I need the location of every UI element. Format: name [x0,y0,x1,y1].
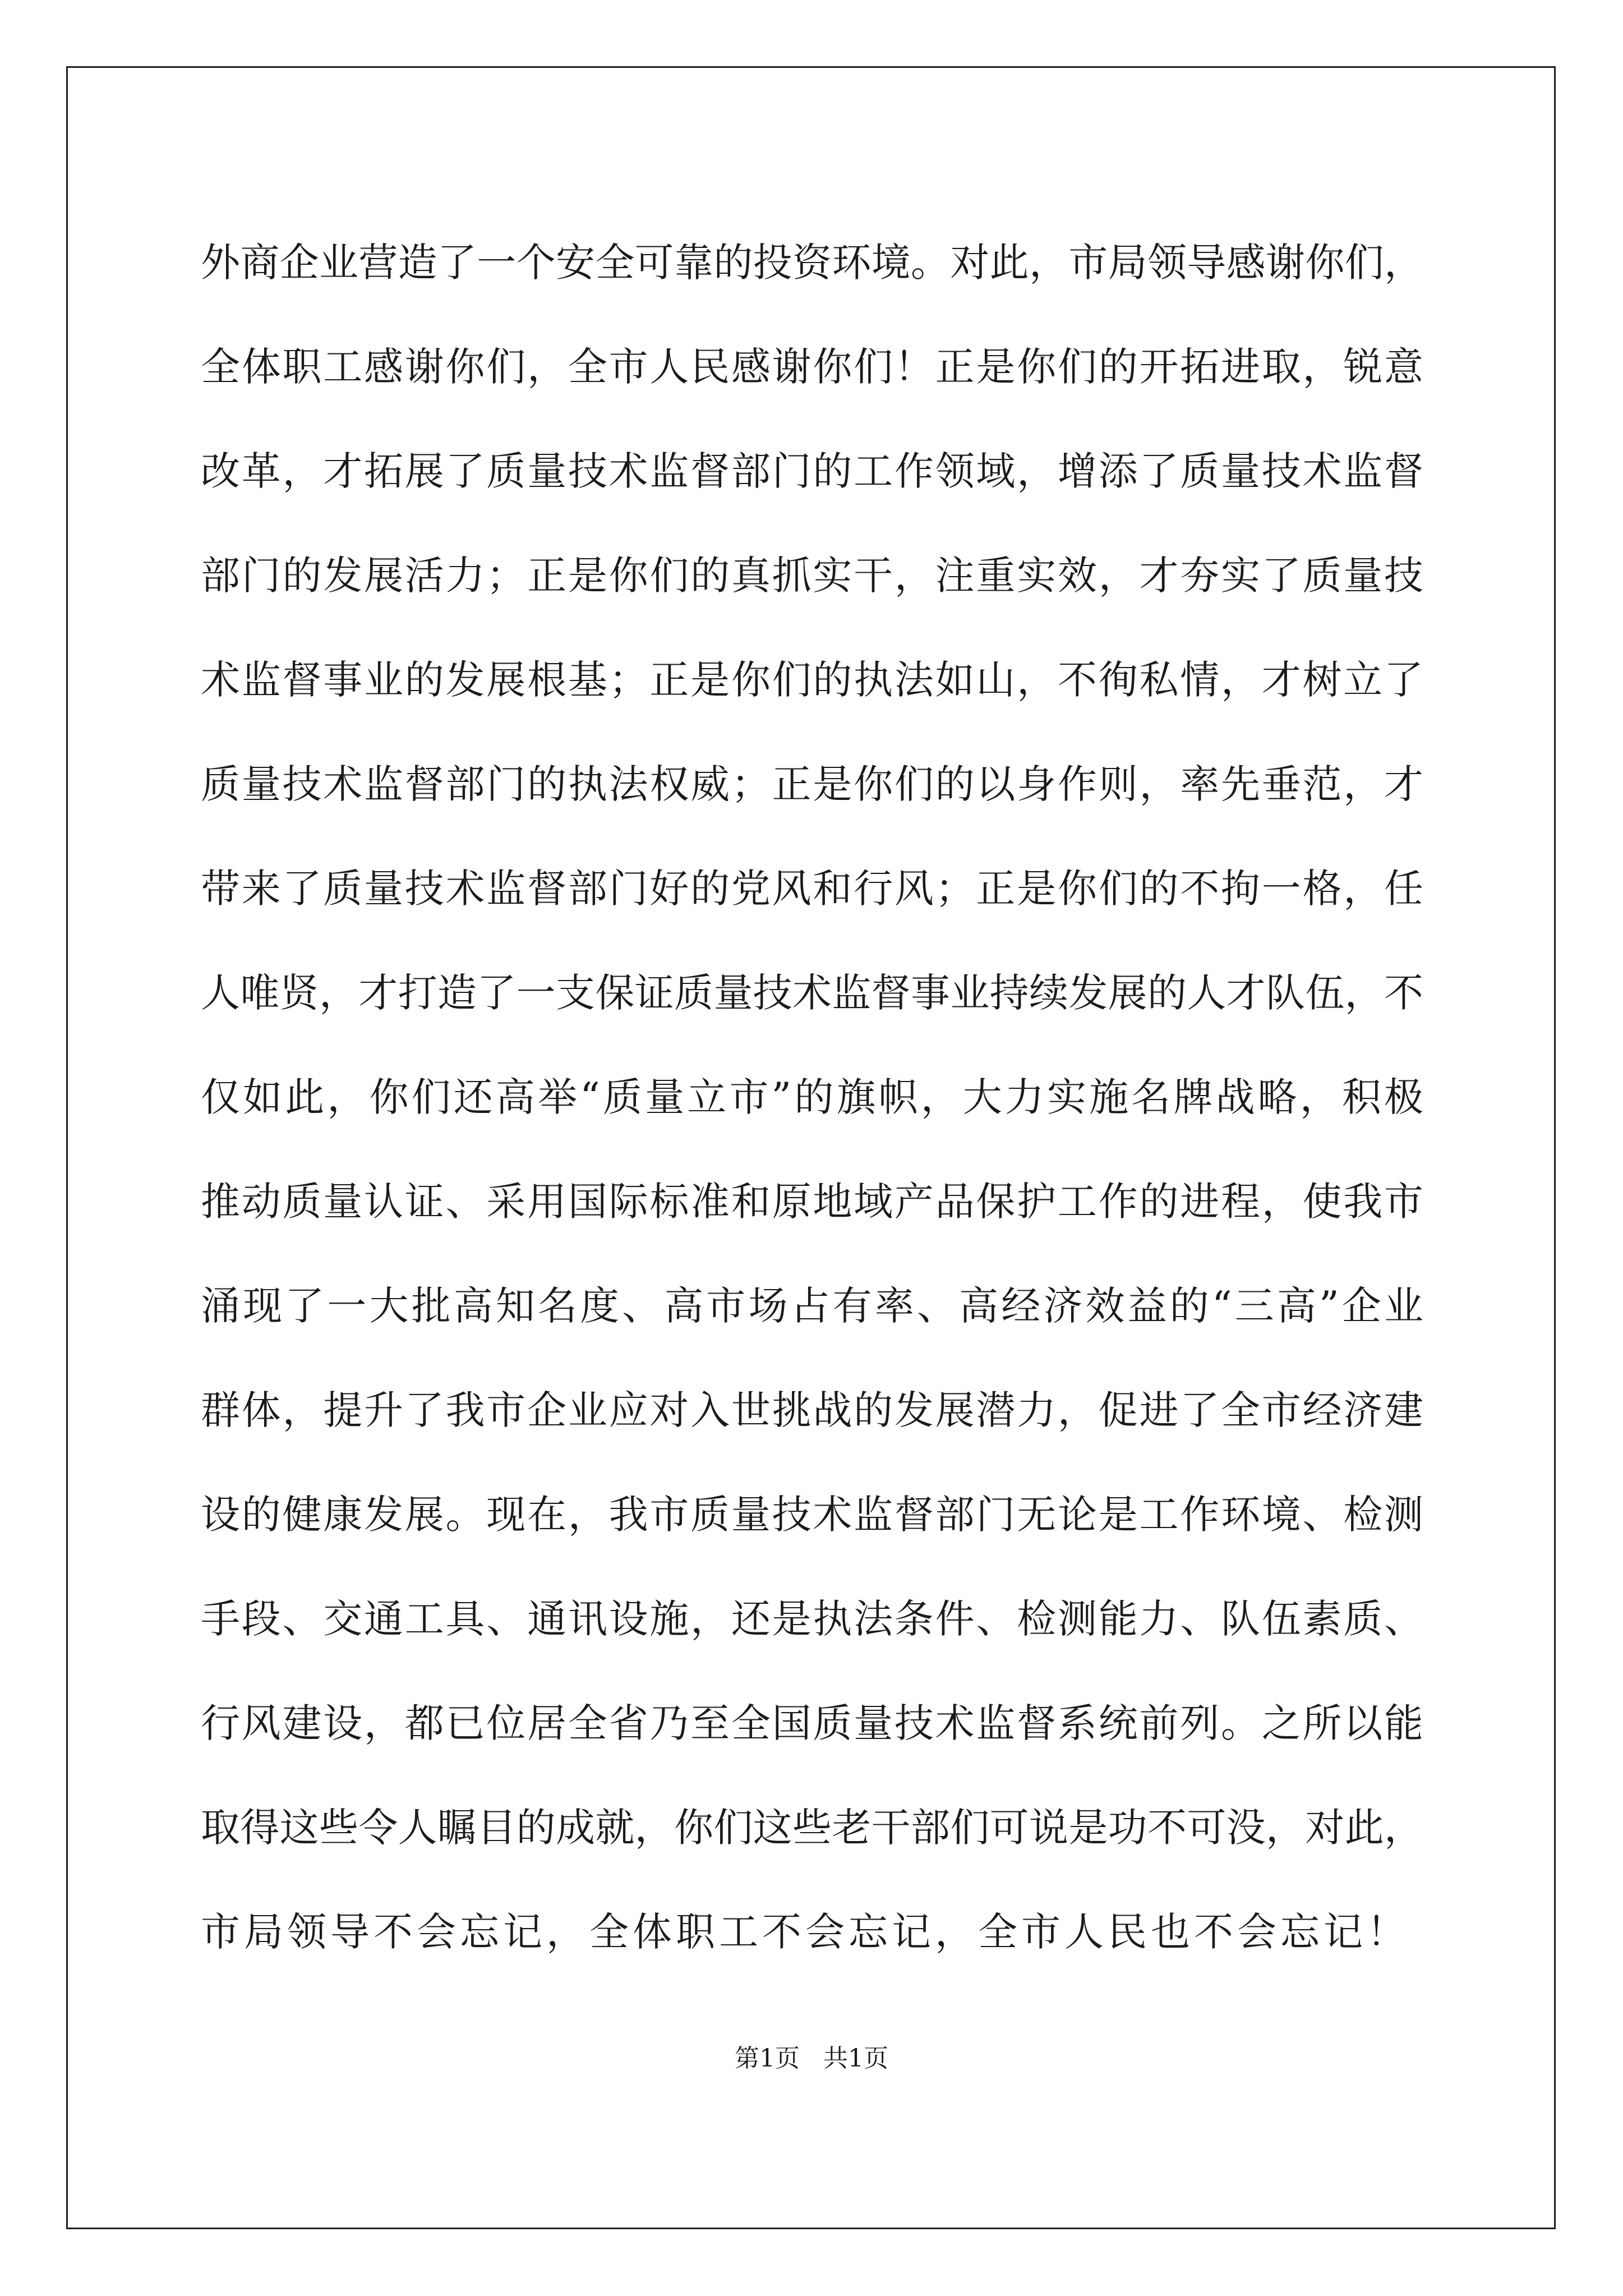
page-number-current: 第1页 [735,2044,800,2073]
text-line: 市局领导不会忘记，全体职工不会忘记，全市人民也不会忘记！ [201,1909,1410,1955]
text-line: 外商企业营造了一个安全可靠的投资环境。对此，市局领导感谢你们， [201,240,1423,286]
text-line: 群体，提升了我市企业应对入世挑战的发展潜力，促进了全市经济建 [201,1387,1423,1433]
text-line: 设的健康发展。现在，我市质量技术监督部门无论是工作环境、检测 [201,1492,1423,1538]
text-line: 术监督事业的发展根基；正是你们的执法如山，不徇私情，才树立了 [201,657,1423,703]
document-body [201,210,1423,1984]
page-footer [0,2042,1623,2076]
text-line: 带来了质量技术监督部门好的党风和行风；正是你们的不拘一格，任 [201,866,1423,912]
text-line: 部门的发展活力；正是你们的真抓实干，注重实效，才夯实了质量技 [201,553,1423,599]
text-line: 全体职工感谢你们，全市人民感谢你们！正是你们的开拓进取，锐意 [201,344,1423,390]
text-line: 人唯贤，才打造了一支保证质量技术监督事业持续发展的人才队伍，不 [201,970,1423,1016]
page-number-total: 共1页 [823,2044,888,2073]
text-line: 推动质量认证、采用国际标准和原地域产品保护工作的进程，使我市 [201,1179,1423,1225]
text-line: 行风建设，都已位居全省乃至全国质量技术监督系统前列。之所以能 [201,1700,1423,1746]
text-line: 取得这些令人瞩目的成就，你们这些老干部们可说是功不可没，对此， [201,1805,1423,1851]
text-line: 质量技术监督部门的执法权威；正是你们的以身作则，率先垂范，才 [201,761,1423,807]
text-line: 手段、交通工具、通讯设施，还是执法条件、检测能力、队伍素质、 [201,1596,1423,1642]
text-line: 仅如此，你们还高举“质量立市”的旗帜，大力实施名牌战略，积极 [201,1074,1423,1120]
text-line: 改革，才拓展了质量技术监督部门的工作领域，增添了质量技术监督 [201,448,1423,494]
text-line: 涌现了一大批高知名度、高市场占有率、高经济效益的“三高”企业 [201,1283,1423,1329]
